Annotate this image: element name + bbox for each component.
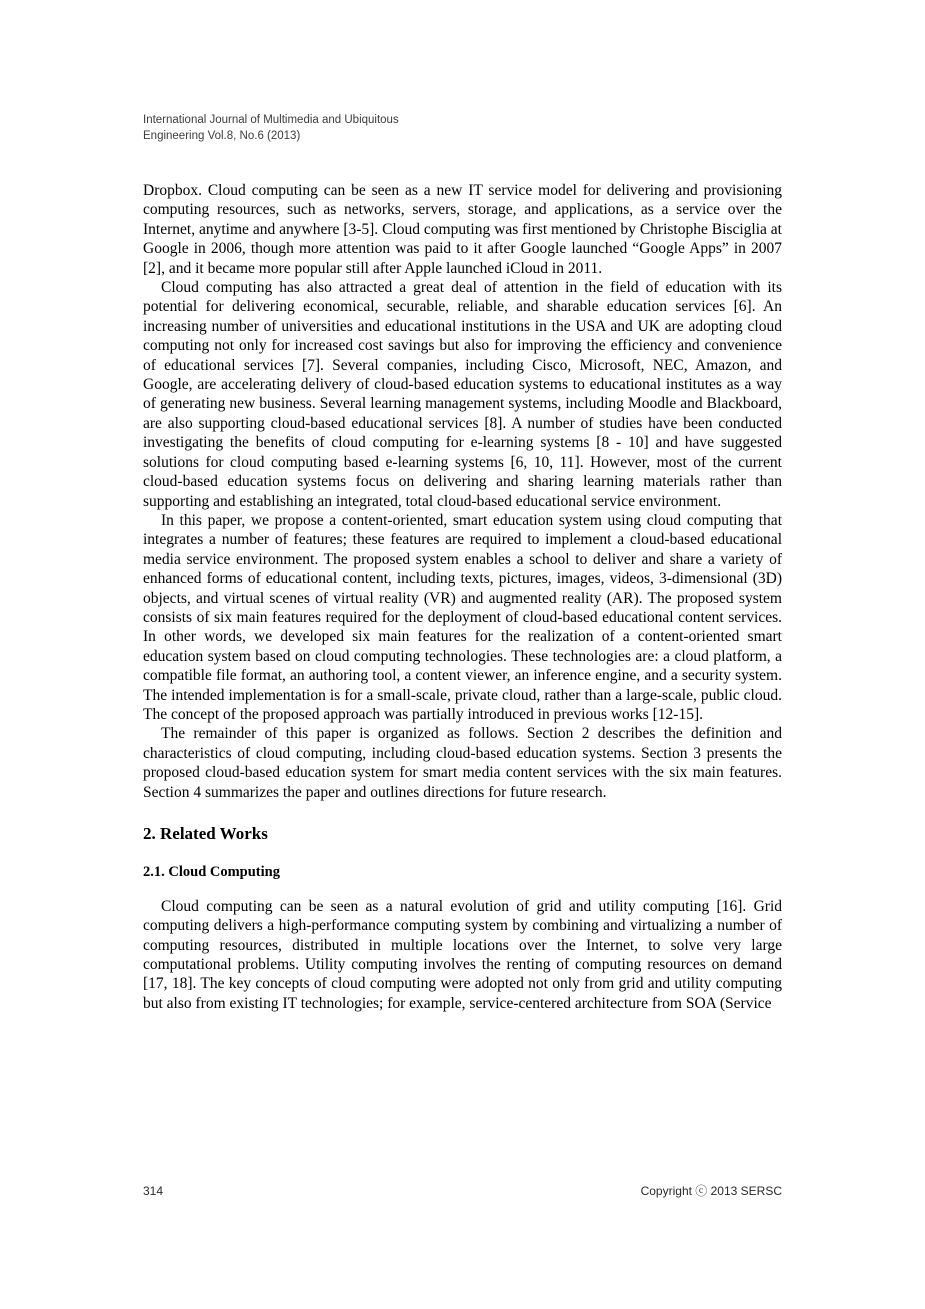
page-content — [143, 112, 782, 1013]
paragraph: The remainder of this paper is organized as follows. Section 2 describes the definition and characteristics of cloud computing, including cloud-based education systems. Section 3 presents the proposed cloud-based education system for smart media content services with the six main features. Section 4 summarizes the paper and outlines directions for future research. — [143, 725, 782, 801]
paragraph: In this paper, we propose a content-oriented, smart education system using cloud computing that integrates a number of features; these features are required to implement a cloud-based educational media service environment. The proposed system enables a school to deliver and share a variety of enhanced forms of educational content, including texts, pictures, images, videos, 3-dimensional (3D) objects, and virtual scenes of virtual reality (VR) and augmented reality (AR). The proposed system consists of six main features required for the deployment of cloud-based educational content services. In other words, we developed six main features for the realization of a content-oriented smart education system based on cloud computing technologies. These technologies are: a cloud platform, a compatible file format, an authoring tool, a content viewer, an inference engine, and a security system. The intended implementation is for a small-scale, private cloud, rather than a large-scale, public cloud. The concept of the proposed approach was partially introduced in previous works [12-15]. — [143, 511, 782, 723]
journal-header-line-1: International Journal of Multimedia and Ubiquitous — [143, 114, 399, 126]
body-text — [143, 181, 782, 1013]
page-number: 314 — [143, 1184, 164, 1198]
paragraph: Cloud computing can be seen as a natural evolution of grid and utility computing [16]. Grid computing delivers a high-performance computing system by combining and virtualizing a number of computing resources, distributed in multiple locations over the Internet, to solve very large computational problems. Utility computing involves the renting of computing resources on demand [17, 18]. The key concepts of cloud computing were adopted not only from grid and utility computing but also from existing IT technologies; for example, service-centered architecture from SOA (Service — [143, 897, 782, 1012]
paragraph: Dropbox. Cloud computing can be seen as a new IT service model for delivering and provisioning computing resources, such as networks, servers, storage, and applications, as a service over the Internet, anytime and anywhere [3-5]. Cloud computing was first mentioned by Christophe Bisciglia at Google in 2006, though more attention was paid to it after Google launched “Google Apps” in 2007 [2], and it became more popular still after Apple launched iCloud in 2011. — [143, 182, 782, 277]
section-2-heading: 2. Related Works — [143, 824, 268, 843]
paragraph: Cloud computing has also attracted a great deal of attention in the field of education with its potential for delivering economical, securable, reliable, and sharable education services [6]. An increasing number of universities and educational institutions in the USA and UK are adopting cloud computing not only for increased cost savings but also for improving the efficiency and convenience of educational services [7]. Several companies, including Cisco, Microsoft, NEC, Amazon, and Google, are accelerating delivery of cloud-based education systems to educational institutes as a way of generating new business. Several learning management systems, including Moodle and Blackboard, are also supporting cloud-based educational services [8]. A number of studies have been conducted investigating the benefits of cloud computing for e-learning systems [8 - 10] and have suggested solutions for cloud computing based e-learning systems [6, 10, 11]. However, most of the current cloud-based education systems focus on delivering and sharing learning materials rather than supporting and establishing an integrated, total cloud-based educational service environment. — [143, 279, 782, 510]
subsection-2-1-heading: 2.1. Cloud Computing — [143, 864, 280, 881]
journal-header-line-2: Engineering Vol.8, No.6 (2013) — [143, 130, 301, 142]
journal-header — [143, 112, 782, 144]
page-footer — [143, 1182, 782, 1199]
copyright-notice: Copyright ⓒ 2013 SERSC — [640, 1184, 782, 1198]
